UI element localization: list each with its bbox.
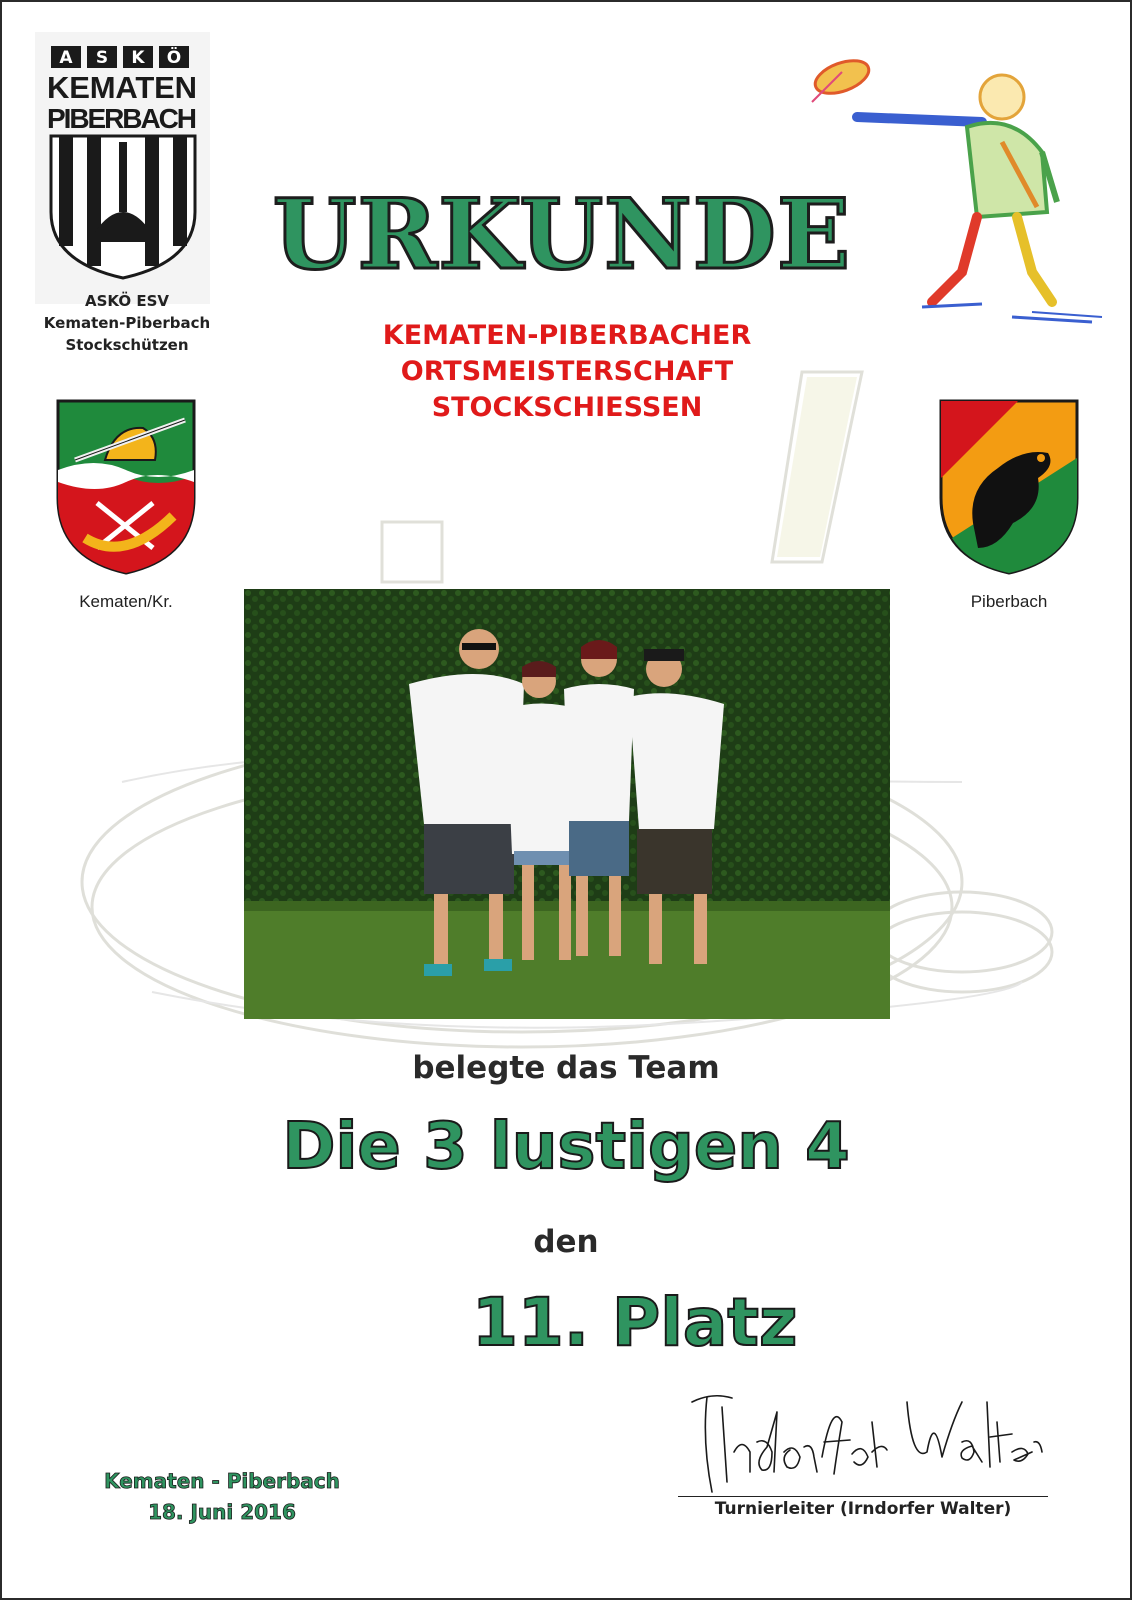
- signature-caption: Turnierleiter (Irndorfer Walter): [714, 1499, 1012, 1519]
- footer-place: Kematen - Piberbach: [104, 1469, 340, 1493]
- club-logo-shield: [35, 32, 210, 304]
- footer-date: 18. Juni 2016: [148, 1500, 296, 1524]
- event-subtitle: [302, 318, 832, 426]
- logo-word-kematen: KEMATEN: [47, 70, 197, 105]
- club-name-line3: Stockschützen: [65, 336, 189, 354]
- placement: 11. Platz: [472, 1284, 798, 1361]
- subtitle-line1: KEMATEN-PIBERBACHER: [382, 320, 752, 351]
- connector-text: den: [533, 1224, 599, 1260]
- handwritten-signature: [672, 1382, 1052, 1502]
- kematen-crest-label: Kematen/Kr.: [79, 592, 173, 611]
- logo-word-piberbach: PIBERBACH: [47, 103, 197, 134]
- piberbach-coat-of-arms: [938, 398, 1080, 576]
- club-name: [22, 290, 232, 356]
- club-name-line2: Kematen-Piberbach: [43, 314, 211, 332]
- logo-letter-o: Ö: [166, 48, 182, 68]
- certificate-title: URKUNDE: [272, 178, 852, 291]
- location-date: [62, 1466, 382, 1528]
- piberbach-crest-label: Piberbach: [970, 592, 1048, 611]
- team-name: Die 3 lustigen 4: [282, 1110, 850, 1184]
- signature-line: [678, 1496, 1048, 1497]
- kematen-coat-of-arms: [55, 398, 197, 576]
- logo-letter-k: K: [131, 48, 145, 68]
- logo-letter-s: S: [95, 48, 109, 68]
- team-photo: [244, 589, 890, 1019]
- club-name-line1: ASKÖ ESV: [85, 292, 169, 310]
- logo-letter-a: A: [59, 48, 73, 68]
- subtitle-line3: STOCKSCHIESSEN: [431, 392, 703, 423]
- subtitle-line2: ORTSMEISTERSCHAFT: [400, 356, 734, 387]
- intro-text: belegte das Team: [412, 1050, 720, 1086]
